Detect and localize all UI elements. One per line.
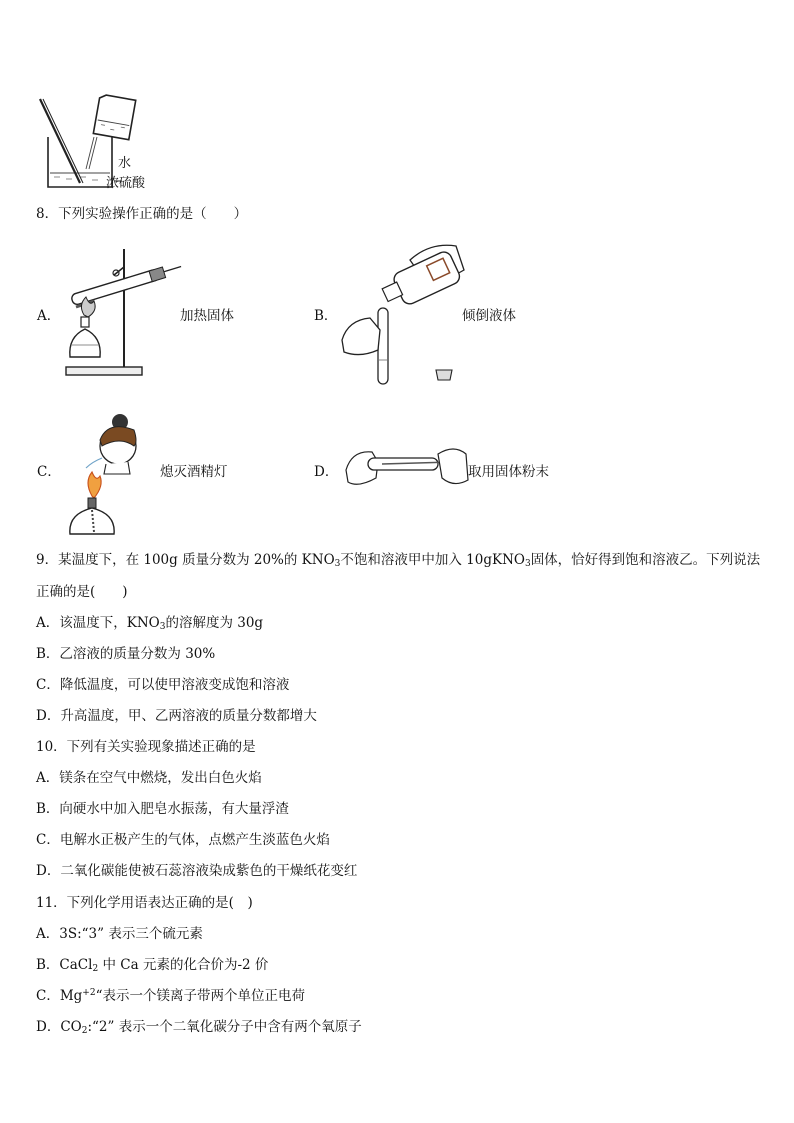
q8-option-d-caption: 取用固体粉末 [468, 464, 549, 480]
powder-transfer-figure [342, 440, 472, 500]
q9-option-b: B．乙溶液的质量分数为 30% [36, 646, 216, 662]
q9-option-a-part2: 的溶解度为 30g [165, 615, 264, 631]
q9-stem-part-c: 固体，恰好得到饱和溶液乙。下列说法 [530, 552, 761, 568]
q8-option-c-letter: C． [37, 464, 61, 480]
q11-option-b [36, 957, 268, 973]
q9-option-a-part1: A．该温度下，KNO [36, 615, 160, 631]
q11-option-d-part1: D．CO [36, 1019, 82, 1035]
q11-option-c-sup: +2 [82, 988, 96, 998]
q11-option-d-sub: 2 [81, 1026, 88, 1036]
q9-option-c: C．降低温度，可以使甲溶液变成饱和溶液 [36, 677, 290, 693]
q9-stem-part-a: 9．某温度下，在 100g 质量分数为 20%的 KNO [36, 552, 335, 568]
acid-label: 浓硫酸 [106, 176, 146, 191]
q10-option-a: A．镁条在空气中燃烧，发出白色火焰 [36, 770, 262, 786]
q11-option-a: A．3S:“3” 表示三个硫元素 [36, 926, 203, 942]
water-label: 水 [118, 156, 132, 171]
q10-option-b: B．向硬水中加入肥皂水振荡，有大量浮渣 [36, 801, 289, 817]
q9-stem-line2: 正确的是( ) [36, 584, 128, 600]
q9-sub-3b: 3 [524, 559, 531, 569]
q11-option-c-part1: C．Mg [36, 988, 83, 1004]
q8-option-b-caption: 倾倒液体 [462, 308, 516, 324]
q8-option-a-caption: 加热固体 [180, 308, 234, 324]
heating-solid-figure [64, 245, 184, 380]
q9-stem-line1 [36, 552, 760, 568]
q9-option-d: D．升高温度，甲、乙两溶液的质量分数都增大 [36, 708, 317, 724]
q8-stem: 8．下列实验操作正确的是（ ） [36, 206, 248, 222]
extinguish-lamp-figure [58, 402, 168, 540]
q9-sub-3a: 3 [334, 559, 341, 569]
q11-option-d [36, 1019, 362, 1035]
q9-option-a [36, 615, 263, 631]
q9-option-a-sub: 3 [159, 622, 166, 632]
q10-option-c: C．电解水正极产生的气体，点燃产生淡蓝色火焰 [36, 832, 330, 848]
q11-option-d-part2: :“2” 表示一个二氧化碳分子中含有两个氧原子 [87, 1019, 362, 1035]
acid-dilution-figure [30, 95, 170, 195]
q11-option-b-part1: B．CaCl [36, 957, 93, 973]
q10-stem: 10．下列有关实验现象描述正确的是 [36, 739, 256, 755]
pouring-liquid-figure [340, 240, 470, 390]
q8-option-a-letter: A． [37, 308, 61, 324]
q11-option-c [36, 988, 305, 1004]
q8-option-c-caption: 熄灭酒精灯 [160, 464, 228, 480]
q9-stem-part-b: 不饱和溶液甲中加入 10gKNO [340, 552, 525, 568]
q11-option-b-part2: 中 Ca 元素的化合价为-2 价 [98, 957, 269, 973]
q10-option-d: D．二氧化碳能使被石蕊溶液染成紫色的干燥纸花变红 [36, 863, 358, 879]
q11-stem: 11．下列化学用语表达正确的是( ) [36, 895, 253, 911]
q8-option-b-letter: B． [314, 308, 338, 324]
q11-option-b-sub: 2 [92, 964, 99, 974]
q8-option-d-letter: D． [314, 464, 339, 480]
q11-option-c-part2: “表示一个镁离子带两个单位正电荷 [95, 988, 305, 1004]
